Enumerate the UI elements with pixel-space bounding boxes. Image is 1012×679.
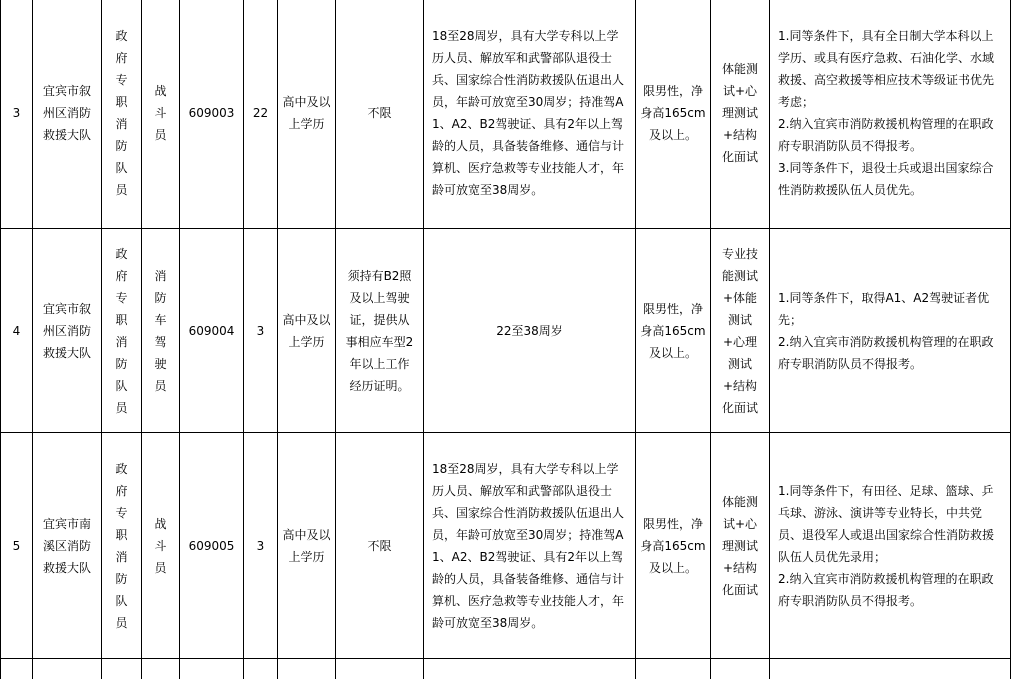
code-cell: 609003 [180, 0, 244, 229]
unit-cell: 宜宾市叙州区消防救援大队 [33, 0, 102, 229]
education-cell: 高中及以上学历 [278, 229, 336, 433]
exam-cell: 体能测试+心理测试+结构化面试 [711, 0, 770, 229]
post-cell: 战斗员 [142, 0, 180, 229]
count-cell: 22 [244, 0, 278, 229]
position-type-cell: 政府专职消防队员 [102, 433, 142, 659]
table-row-next [1, 659, 1011, 679]
education-cell: 高中及以上学历 [278, 0, 336, 229]
position-type-cell: 政府专职消防队员 [102, 0, 142, 229]
body-cell: 限男性，净身高165cm及以上。 [636, 0, 711, 229]
post-cell: 消防车驾驶员 [142, 229, 180, 433]
seq-cell: 3 [1, 0, 33, 229]
notes-cell: 1.同等条件下，取得A1、A2驾驶证者优先； 2.纳入宜宾市消防救援机构管理的在职政府专职消防队员不得报考。 [770, 229, 1011, 433]
exam-cell: 专业技能测试+体能测试+心理测试+结构化面试 [711, 229, 770, 433]
table-row [1, 0, 1011, 229]
table-row [1, 433, 1011, 659]
experience-cell: 不限 [336, 433, 424, 659]
code-cell: 609004 [180, 229, 244, 433]
seq-cell: 5 [1, 433, 33, 659]
experience-cell: 不限 [336, 0, 424, 229]
unit-cell: 宜宾市叙州区消防救援大队 [33, 229, 102, 433]
count-cell: 3 [244, 433, 278, 659]
exam-cell: 体能测试+心理测试+结构化面试 [711, 433, 770, 659]
notes-cell: 1.同等条件下，具有全日制大学本科以上学历、或具有医疗急救、石油化学、水域救援、高空救援等相应技术等级证书优先考虑； 2.纳入宜宾市消防救援机构管理的在职政府专职消防队员不得报考。 3.同等条件下，退役士兵或退出国家综合性消防救援队伍人员优先。 [770, 0, 1011, 229]
count-cell: 3 [244, 229, 278, 433]
body-cell: 限男性，净身高165cm及以上。 [636, 433, 711, 659]
post-cell: 战斗员 [142, 433, 180, 659]
table-row [1, 229, 1011, 433]
code-cell: 609005 [180, 433, 244, 659]
unit-cell: 宜宾市南溪区消防救援大队 [33, 433, 102, 659]
notes-cell: 1.同等条件下，有田径、足球、篮球、乒乓球、游泳、演讲等专业特长，中共党员、退役军人或退出国家综合性消防救援队伍人员优先录用； 2.纳入宜宾市消防救援机构管理的在职政府专职消防队员不得报考。 [770, 433, 1011, 659]
age-cell: 18至28周岁，具有大学专科以上学历人员、解放军和武警部队退役士兵、国家综合性消防救援队伍退出人员，年龄可放宽至30周岁；持准驾A1、A2、B2驾驶证、具有2年以上驾龄的人员，具备装备维修、通信与计算机、医疗急救等专业技能人才，年龄可放宽至38周岁。 [424, 0, 636, 229]
seq-cell: 4 [1, 229, 33, 433]
education-cell: 高中及以上学历 [278, 433, 336, 659]
body-cell: 限男性，净身高165cm及以上。 [636, 229, 711, 433]
position-type-cell: 政府专职消防队员 [102, 229, 142, 433]
age-cell: 18至28周岁，具有大学专科以上学历人员、解放军和武警部队退役士兵、国家综合性消防救援队伍退出人员，年龄可放宽至30周岁；持准驾A1、A2、B2驾驶证、具有2年以上驾龄的人员，具备装备维修、通信与计算机、医疗急救等专业技能人才，年龄可放宽至38周岁。 [424, 433, 636, 659]
age-cell: 22至38周岁 [424, 229, 636, 433]
experience-cell: 须持有B2照及以上驾驶证，提供从事相应车型2年以上工作经历证明。 [336, 229, 424, 433]
